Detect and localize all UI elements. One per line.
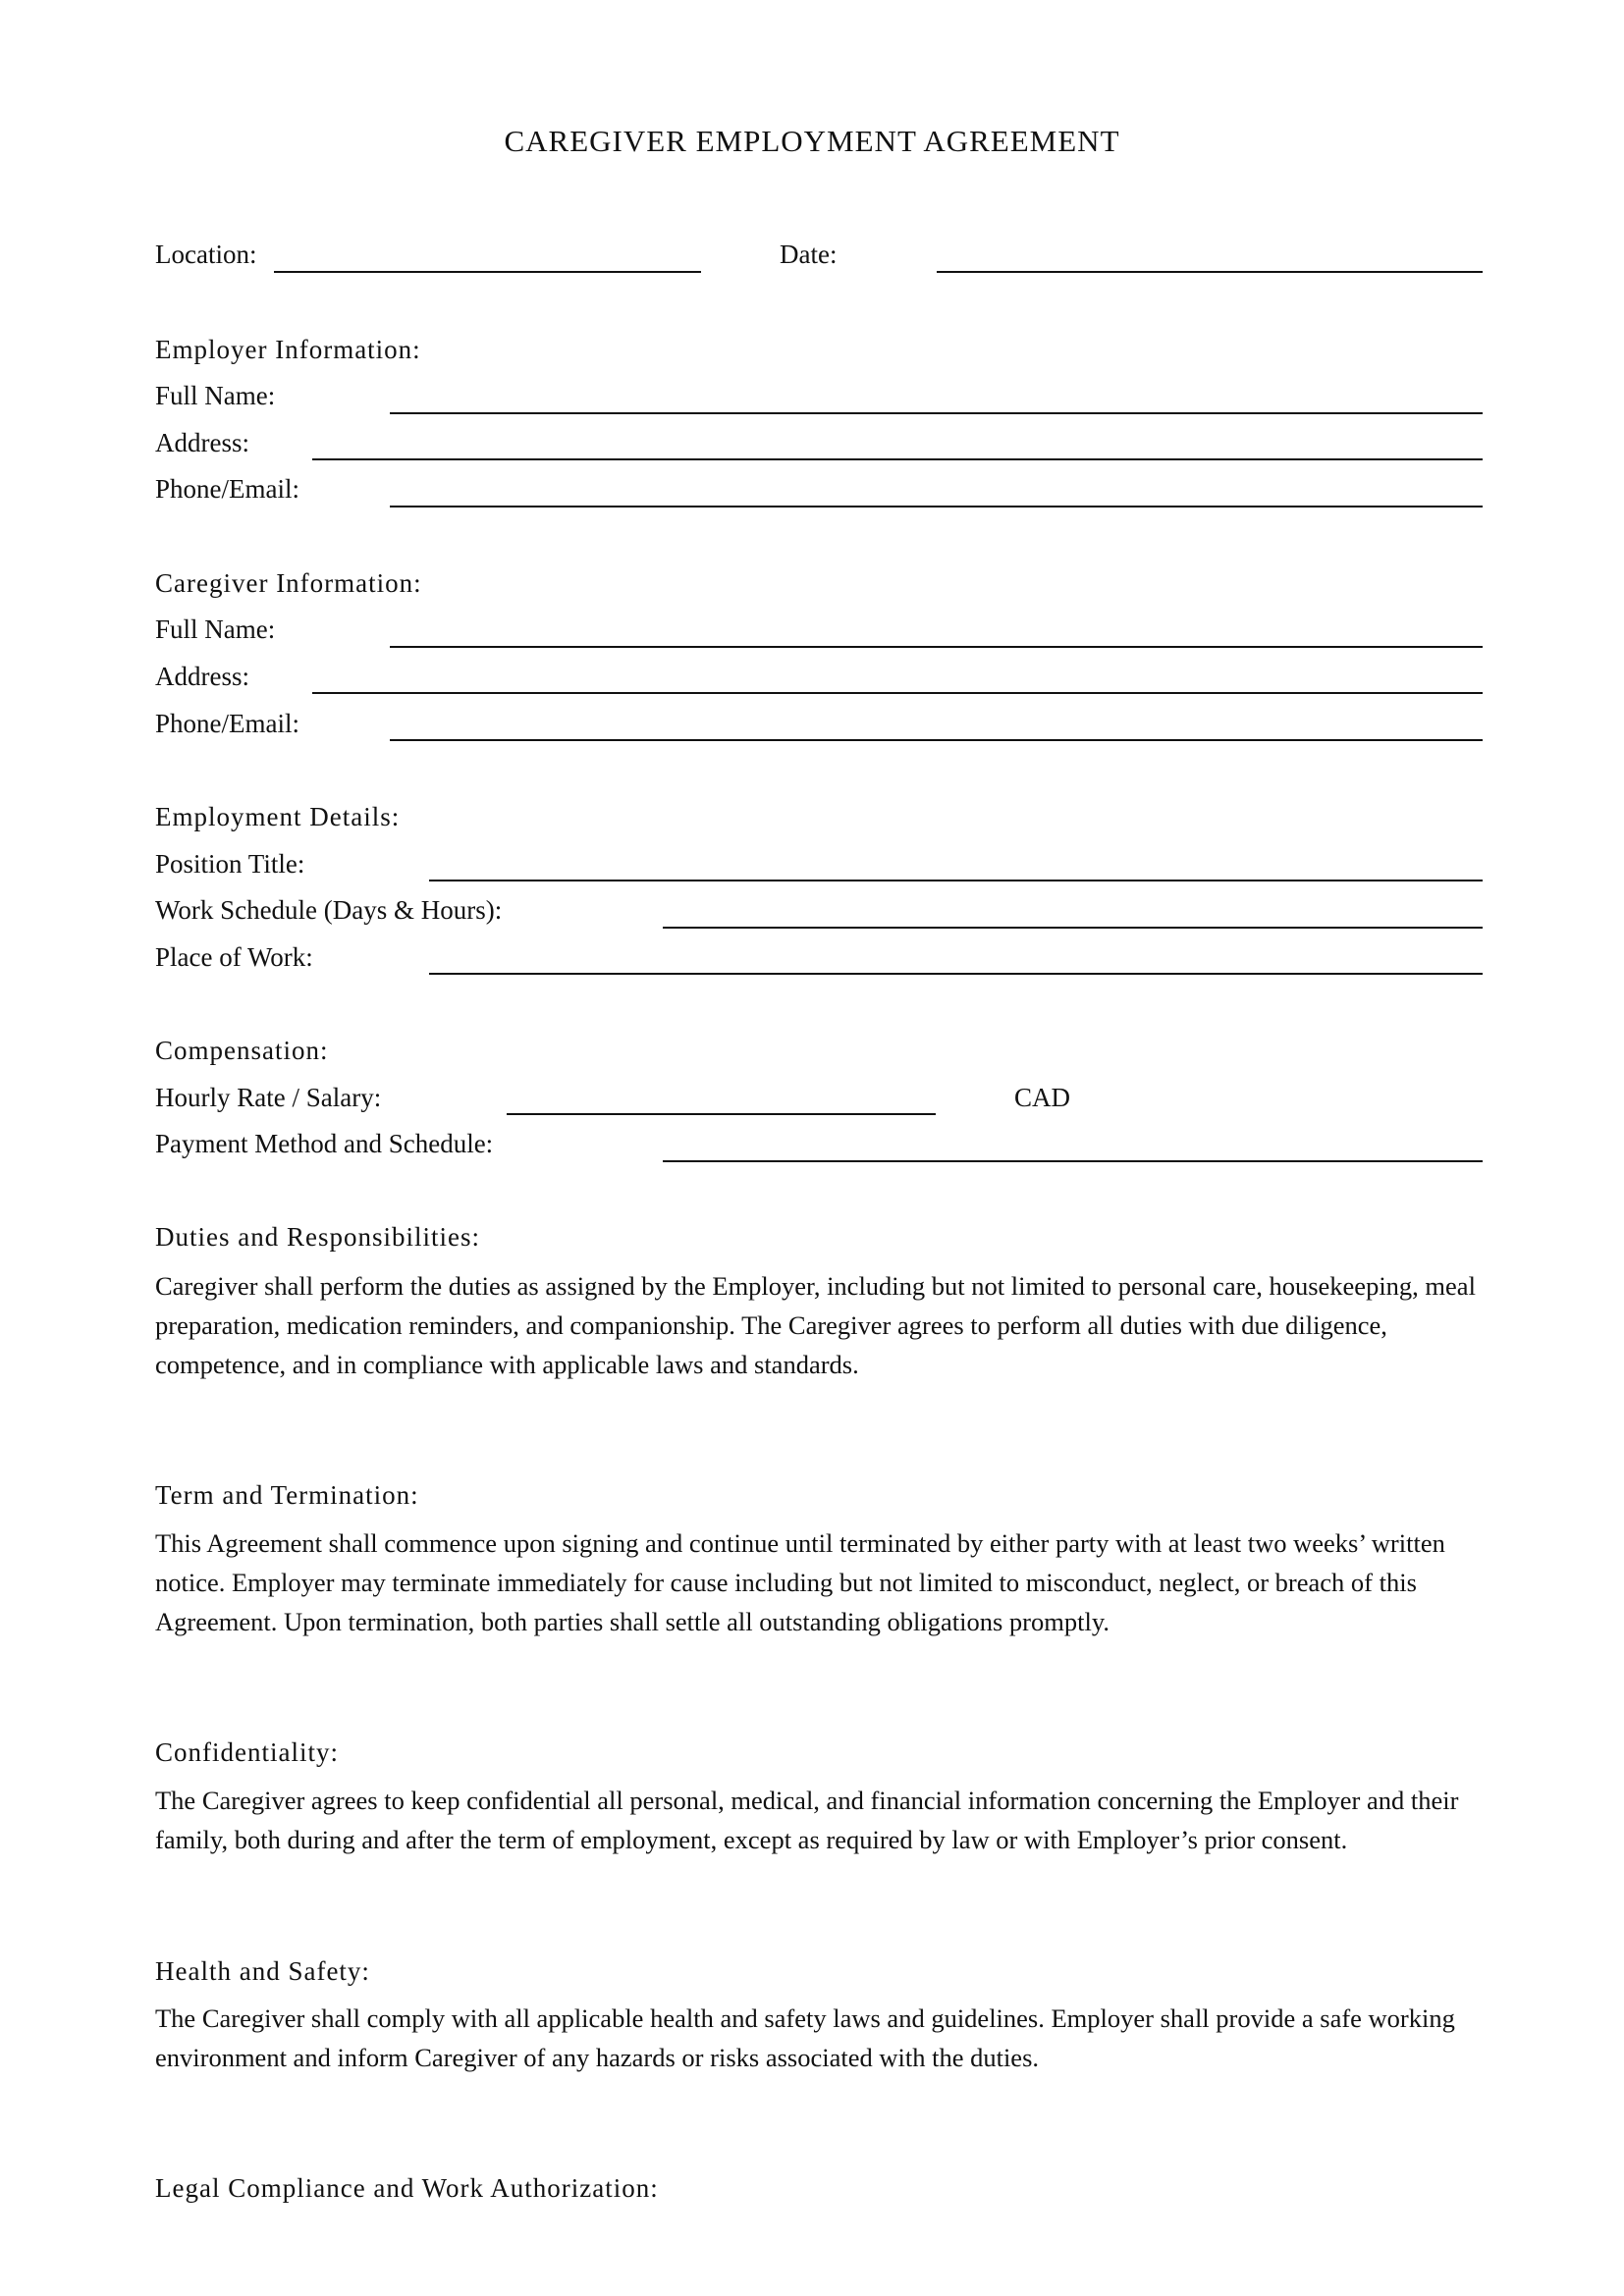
term-heading: Term and Termination: [155, 1480, 419, 1510]
term-text: This Agreement shall commence upon signing and continue until terminated by either party with at least two weeks’ written notice. Employer may terminate immediately for cause including but not limited to misconduct, neglect, or breach of this Agreement. Upon termination, both parties shall settle all outstanding obligations promptly. [155, 1528, 1445, 1636]
employer-full-name-label: Full Name: [155, 381, 276, 410]
location-label: Location: [155, 240, 257, 269]
employer-phone-email-field[interactable] [390, 506, 1483, 507]
duties-text: Caregiver shall perform the duties as assigned by the Employer, including but not limited to personal care, housekeeping, meal preparation, medication reminders, and companionship. The Caregiver agrees to perform all duties with due diligence, competence, and in compliance with applicable laws and standards. [155, 1271, 1476, 1379]
hourly-rate-field[interactable] [507, 1113, 936, 1115]
payment-method-label: Payment Method and Schedule: [155, 1129, 494, 1158]
date-label: Date: [780, 240, 838, 269]
work-schedule-label: Work Schedule (Days & Hours): [155, 895, 503, 925]
employer-address-field[interactable] [312, 458, 1483, 460]
date-field[interactable] [937, 271, 1483, 273]
caregiver-address-label: Address: [155, 662, 249, 691]
employer-address-label: Address: [155, 428, 249, 457]
caregiver-full-name-label: Full Name: [155, 614, 276, 644]
legal-heading: Legal Compliance and Work Authorization: [155, 2173, 659, 2203]
health-text: The Caregiver shall comply with all applicable health and safety laws and guidelines. Employer shall provide a safe working environment and inform Caregiver of any hazards or risks associated with the duties. [155, 2003, 1455, 2072]
employer-phone-email-label: Phone/Email: [155, 474, 299, 504]
employment-heading: Employment Details: [155, 802, 401, 831]
confidentiality-heading: Confidentiality: [155, 1737, 339, 1767]
document-title: CAREGIVER EMPLOYMENT AGREEMENT [504, 124, 1120, 158]
caregiver-address-field[interactable] [312, 692, 1483, 694]
place-of-work-field[interactable] [429, 973, 1483, 975]
caregiver-phone-email-field[interactable] [390, 739, 1483, 741]
caregiver-phone-email-label: Phone/Email: [155, 709, 299, 738]
currency-label: CAD [1014, 1083, 1071, 1112]
payment-method-field[interactable] [663, 1160, 1483, 1162]
work-schedule-field[interactable] [663, 927, 1483, 929]
place-of-work-label: Place of Work: [155, 942, 313, 972]
confidentiality-text: The Caregiver agrees to keep confidential all personal, medical, and financial information concerning the Employer and their family, both during and after the term of employment, except as required by law or with Employer’s prior consent. [155, 1786, 1459, 1854]
employer-full-name-field[interactable] [390, 412, 1483, 414]
duties-heading: Duties and Responsibilities: [155, 1222, 480, 1252]
employer-heading: Employer Information: [155, 335, 421, 364]
position-title-label: Position Title: [155, 849, 305, 879]
caregiver-heading: Caregiver Information: [155, 568, 422, 598]
hourly-rate-label: Hourly Rate / Salary: [155, 1083, 382, 1112]
health-heading: Health and Safety: [155, 1956, 370, 1986]
compensation-heading: Compensation: [155, 1036, 329, 1065]
position-title-field[interactable] [429, 880, 1483, 881]
location-field[interactable] [274, 271, 701, 273]
caregiver-full-name-field[interactable] [390, 646, 1483, 648]
